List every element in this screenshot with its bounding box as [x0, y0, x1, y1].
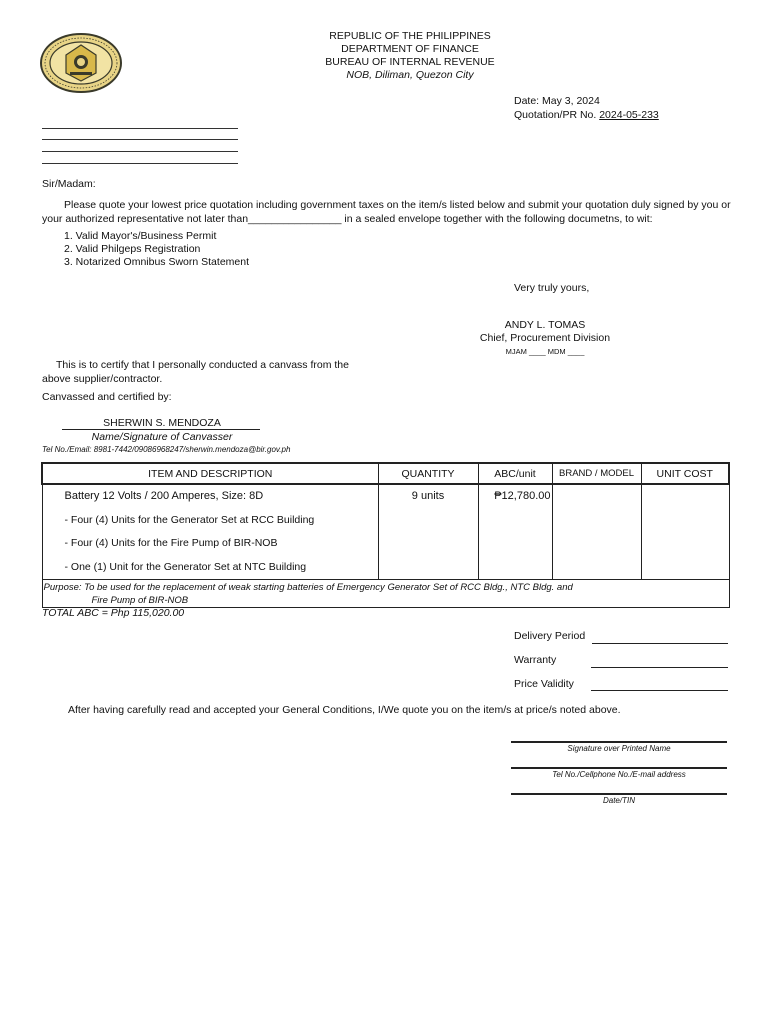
letter-header — [260, 30, 560, 82]
requirement-item: 2. Valid Philgeps Registration — [64, 243, 201, 255]
item-line: - Four (4) Units for the Generator Set at RCC Building — [64, 513, 315, 526]
date-tin-caption: Date/TIN — [602, 796, 635, 805]
quantity-cell: 9 units — [378, 484, 478, 580]
price-validity-label: Price Validity — [514, 678, 574, 690]
warranty-label: Warranty — [514, 654, 557, 666]
table-header-row — [42, 463, 729, 484]
brand-model-cell — [552, 484, 641, 580]
signatory-block — [420, 319, 670, 345]
abc-unit-cell: ₱12,780.00 — [478, 484, 552, 580]
instruction-paragraph — [42, 198, 732, 226]
canvasser-name: SHERWIN S. MENDOZA — [103, 417, 221, 429]
header-department: DEPARTMENT OF FINANCE — [341, 43, 479, 55]
header-republic: REPUBLIC OF THE PHILIPPINES — [329, 30, 491, 42]
item-line: Battery 12 Volts / 200 Amperes, Size: 8D — [64, 490, 264, 502]
addressee-line — [42, 139, 238, 140]
purpose-row — [42, 580, 729, 608]
canvasser-contact: Tel No./Email: 8981-7442/09086968247/sherwin.mendoza@bir.gov.ph — [42, 445, 291, 454]
closing: Very truly yours, — [514, 282, 590, 294]
certified-by-label: Canvassed and certified by: — [42, 391, 172, 403]
purpose-cell — [42, 580, 729, 608]
contact-line[interactable] — [511, 767, 727, 769]
bir-seal-logo — [40, 33, 122, 93]
requirement-item: 1. Valid Mayor's/Business Permit — [64, 230, 217, 242]
purpose-line: Purpose: To be used for the replacement of weak starting batteries of Emergency Generator Set of RCC Bldg., NTC Bldg. and — [43, 582, 573, 593]
signature-caption: Signature over Printed Name — [567, 744, 671, 753]
warranty-field[interactable] — [591, 667, 728, 668]
signatory-name: ANDY L. TOMAS — [504, 319, 586, 331]
conditions-statement: After having carefully read and accepted your General Conditions, I/We quote you on the item/s at price/s noted above. — [68, 704, 621, 716]
canvasser-signature-line — [62, 429, 260, 430]
unit-cost-cell — [641, 484, 729, 580]
item-line: - Four (4) Units for the Fire Pump of BIR-NOB — [64, 537, 278, 549]
signatory-title: Chief, Procurement Division — [479, 332, 611, 344]
delivery-period-field[interactable] — [592, 643, 728, 644]
header-quantity: QUANTITY — [378, 463, 478, 484]
quotation-label: Quotation/PR No. — [514, 108, 600, 121]
contact-caption: Tel No./Cellphone No./E-mail address — [552, 770, 686, 779]
purpose-line: Fire Pump of BIR-NOB — [91, 595, 189, 606]
instruction-text-2: in a sealed envelope together with the following documetns, to wit: — [341, 213, 653, 225]
header-address: NOB, Diliman, Quezon City — [346, 69, 474, 81]
header-abc-unit: ABC/unit — [478, 463, 552, 484]
table-row — [42, 484, 729, 580]
addressee-line — [42, 151, 238, 152]
certification-text: This is to certify that I personally conducted a canvass from the above supplier/contractor. — [42, 359, 349, 385]
letter-date: Date: May 3, 2024 — [514, 95, 600, 107]
addressee-line — [42, 163, 238, 164]
date-block — [514, 95, 659, 122]
date-tin-line[interactable] — [511, 793, 727, 795]
item-line: - One (1) Unit for the Generator Set at NTC Building — [64, 560, 307, 573]
quotation-number: 2024-05-233 — [599, 108, 659, 121]
salutation: Sir/Madam: — [42, 178, 96, 190]
quotation-number-row — [514, 109, 659, 123]
header-item-description: ITEM AND DESCRIPTION — [42, 463, 378, 484]
deadline-blank: ________________ — [248, 213, 342, 225]
requirements-list — [64, 230, 249, 269]
instruction-text-1: Please quote your lowest price quotation including government taxes on the item/s listed below and submit your quotation duly signed by you or your authorized representative not later than — [42, 199, 731, 225]
total-abc: TOTAL ABC = Php 115,020.00 — [42, 607, 185, 619]
canvasser-caption: Name/Signature of Canvasser — [91, 431, 233, 443]
delivery-period-label: Delivery Period — [514, 630, 586, 642]
item-description-cell — [42, 484, 378, 580]
initials: MJAM ____ MDM ____ — [505, 347, 585, 356]
addressee-line — [42, 128, 238, 129]
header-brand-model: BRAND / MODEL — [552, 463, 641, 484]
header-unit-cost: UNIT COST — [641, 463, 729, 484]
price-validity-field[interactable] — [591, 690, 728, 691]
quotation-items-table — [41, 462, 730, 608]
signature-line[interactable] — [511, 741, 727, 743]
requirement-item: 3. Notarized Omnibus Sworn Statement — [64, 256, 250, 268]
header-bureau: BUREAU OF INTERNAL REVENUE — [325, 56, 495, 68]
